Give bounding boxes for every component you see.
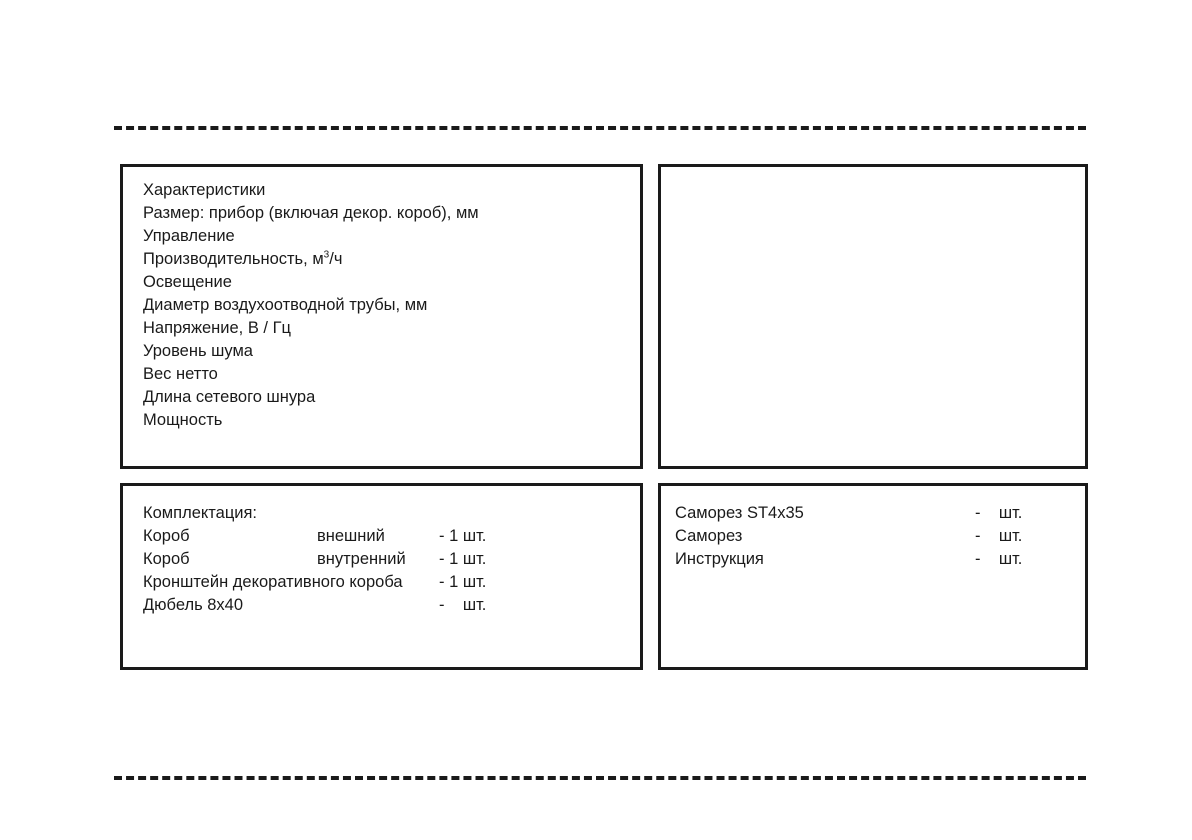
item-type: внешний <box>317 527 385 545</box>
item-qty: - шт. <box>975 527 1023 545</box>
item-qty: - шт. <box>975 504 1023 522</box>
spec-noise: Уровень шума <box>143 342 253 360</box>
spec-control: Управление <box>143 227 235 245</box>
specifications-box <box>120 164 643 469</box>
item-name: Инструкция <box>675 550 764 568</box>
specifications-title: Характеристики <box>143 181 266 199</box>
top-dashed-divider <box>114 126 1086 130</box>
spec-size: Размер: прибор (включая декор. короб), мм <box>143 204 479 222</box>
item-qty: - шт. <box>439 596 487 614</box>
spec-duct-diameter: Диаметр воздухоотводной трубы, мм <box>143 296 428 314</box>
spec-power: Мощность <box>143 411 223 429</box>
item-name: Кронштейн декоративного короба <box>143 573 403 591</box>
package-contents-box <box>120 483 643 670</box>
spec-weight: Вес нетто <box>143 365 218 383</box>
spec-performance <box>143 248 479 271</box>
list-item <box>675 502 1075 525</box>
item-name: Саморез ST4x35 <box>675 504 804 522</box>
spec-lighting: Освещение <box>143 273 232 291</box>
image-placeholder-box <box>658 164 1088 469</box>
spec-cord-length: Длина сетевого шнура <box>143 388 316 406</box>
item-qty: - шт. <box>975 550 1023 568</box>
list-item <box>675 548 1075 571</box>
bottom-dashed-divider <box>114 776 1086 780</box>
spec-voltage: Напряжение, В / Гц <box>143 319 291 337</box>
item-name: Короб <box>143 527 190 545</box>
item-type: внутренний <box>317 550 406 568</box>
package-contents-extra-box <box>658 483 1088 670</box>
package-contents-extra-list <box>675 502 1075 571</box>
item-name: Саморез <box>675 527 743 545</box>
list-item <box>675 525 1075 548</box>
specifications-list <box>143 179 479 432</box>
item-qty: - 1 шт. <box>439 573 487 591</box>
item-name: Короб <box>143 550 190 568</box>
spec-performance-label: Производительность, м <box>143 250 324 268</box>
item-qty: - 1 шт. <box>439 527 487 545</box>
spec-performance-sup: 3 <box>323 249 330 261</box>
item-qty: - 1 шт. <box>439 550 487 568</box>
package-contents-title-text: Комплектация: <box>143 504 258 522</box>
item-name: Дюбель 8х40 <box>143 596 244 614</box>
spec-performance-suffix: /ч <box>329 250 343 268</box>
